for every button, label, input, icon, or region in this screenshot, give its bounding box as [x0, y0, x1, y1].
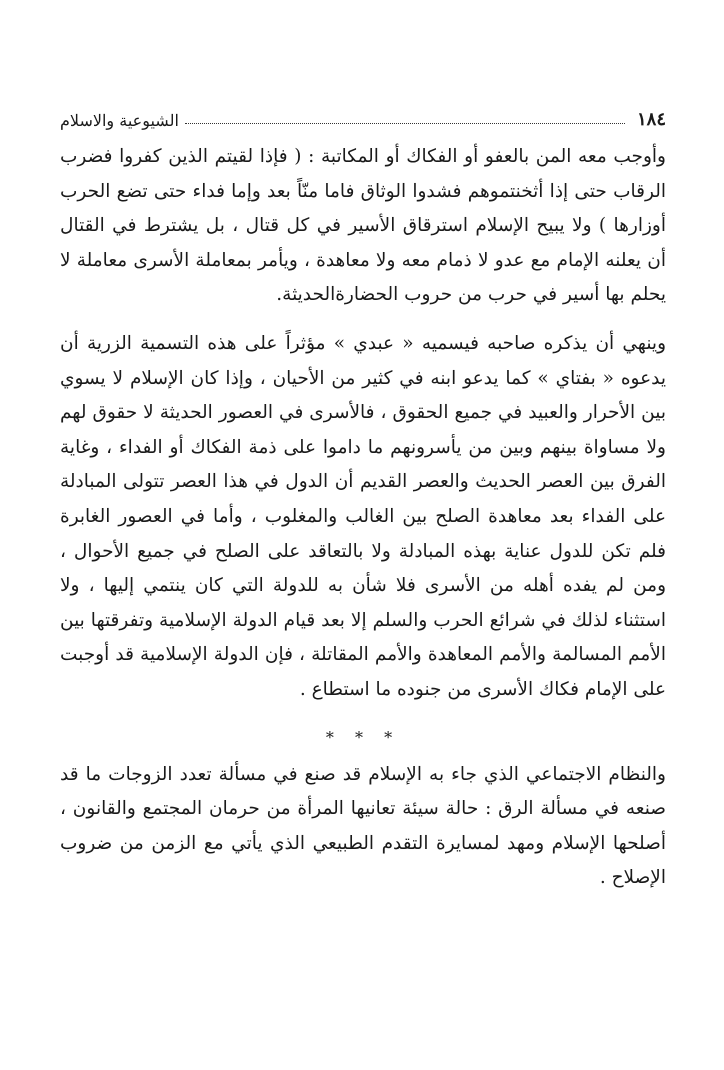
paragraph-3: والنظام الاجتماعي الذي جاء به الإسلام قد صنع في مسألة تعدد الزوجات ما قد صنعه في مسألة الرق : حالة سيئة تعانيها المرأة من حرمان المجتمع والقانون ، أصلحها الإسلام ومهد لمسايرة التقدم الطبيعي الذي يأتي مع الزمن من ضروب الإصلاح . — [60, 763, 666, 889]
section-separator: * * * — [325, 727, 401, 747]
paragraph-2: وينهي أن يذكره صاحبه فيسميه « عبدي » مؤثراً على هذه التسمية الزرية أن يدعوه « بفتاي » كما يدعو ابنه في كثير من الأحيان ، وإذا كان الإسلام لا يسوي بين الأحرار والعبيد في جميع الحقوق ، فالأسرى في العصور الحديثة لا حقوق لهم ولا مساواة بينهم وبين من يأسرونهم ما داموا على ذمة الفكاك أو الفداء ، وغاية الفرق بين العصر الحديث والعصر القديم أن الدول في هذا العصر تتولى المبادلة على الفداء بعد معاهدة الصلح بين الغالب والمغلوب ، وأما في العصور الغابرة فلم تكن للدول عناية بهذه المبادلة ولا بالتعاقد على الصلح في جميع الأحوال ، ومن لم يفده أهله من الأسرى فلا شأن به للدولة التي كان ينتمي إليها ، ولا استثناء لذلك في شرائع الحرب والسلم إلا بعد قيام الدولة الإسلامية وتفرقتها بين الأمم المسالمة والأمم المعاهدة والأمم المقاتلة ، فإن الدولة الإسلامية قد أوجبت على الإمام فكاك الأسرى من جنوده ما استطاع . — [60, 332, 666, 700]
running-head — [60, 102, 666, 130]
header-dotted-rule — [185, 123, 625, 124]
book-title: الشيوعية والاسلام — [60, 111, 179, 130]
book-page — [60, 102, 666, 896]
page-number: ١٨٤ — [636, 109, 666, 130]
paragraph-1: وأوجب معه المن بالعفو أو الفكاك أو المكاتبة : ( فإذا لقيتم الذين كفروا فضرب الرقاب حتى إذا أثخنتموهم فشدوا الوثاق فاما منّاً بعد وإما فداء حتى تضع الحرب أوزارها ) ولا يبيح الإسلام استرقاق الأسير في كل قتال ، بل يشترط في القتال أن يعلنه الإمام مع عدو لا ذمام معه ولا معاهدة ، ويأمر بمعاملة الأسرى معاملة لا يحلم بها أسير في حرب من حروب الحضارةالحديثة. — [60, 146, 666, 306]
